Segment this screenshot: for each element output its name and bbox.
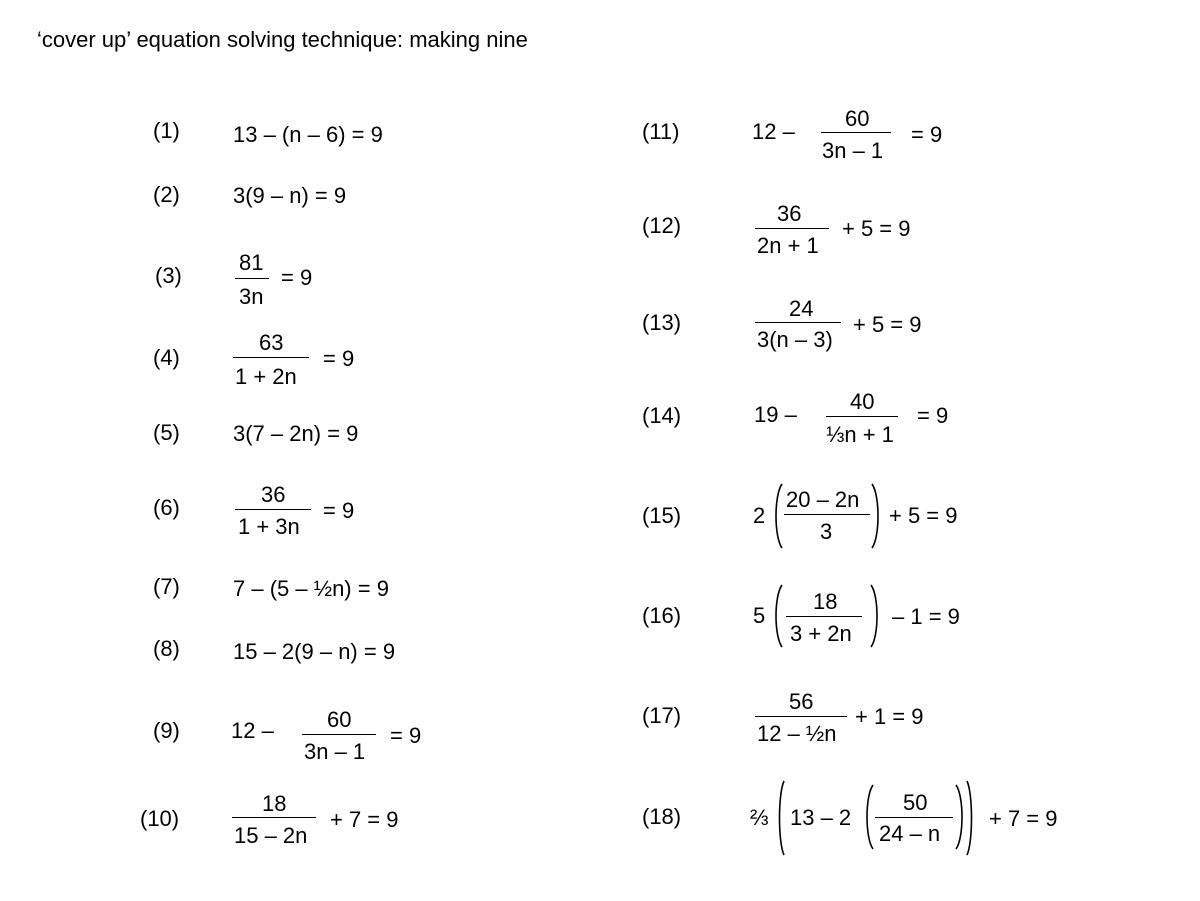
problem-14-denominator: ⅓n + 1 [826, 422, 894, 447]
problem-9-prefix: 12 – [231, 718, 274, 743]
problem-9-fraction-bar [302, 734, 376, 735]
problem-17-label: (17) [642, 703, 682, 728]
problem-6-fraction-bar [235, 509, 311, 510]
problem-10-rhs: + 7 = 9 [330, 807, 399, 832]
problem-3-rhs: = 9 [281, 265, 313, 290]
problem-9-label: (9) [153, 718, 180, 743]
problem-13-fraction-bar [755, 322, 841, 323]
problem-4-rhs: = 9 [323, 346, 355, 371]
problem-17-fraction-bar [755, 716, 847, 717]
problem-11-prefix: 12 – [752, 119, 795, 144]
problem-1-equation: 13 – (n – 6) = 9 [233, 122, 383, 147]
problem-11-denominator: 3n – 1 [822, 138, 884, 163]
problem-15-fraction-bar [784, 514, 870, 515]
problem-9-rhs: = 9 [390, 723, 422, 748]
problem-16-left-paren [768, 584, 788, 648]
problem-11-numerator: 60 [845, 106, 870, 131]
problem-3-fraction-bar [235, 278, 269, 279]
problem-8-equation: 15 – 2(9 – n) = 9 [233, 639, 396, 664]
problem-4-numerator: 63 [259, 330, 284, 355]
problem-18-numerator: 50 [903, 790, 928, 815]
problem-16-fraction-bar [786, 616, 862, 617]
problem-6-rhs: = 9 [323, 498, 355, 523]
problem-15-left-paren [768, 483, 788, 549]
problem-4-fraction-bar [233, 357, 309, 358]
problem-15-rhs: + 5 = 9 [889, 503, 958, 528]
problem-12-denominator: 2n + 1 [757, 233, 819, 258]
problem-17-numerator: 56 [789, 689, 814, 714]
problem-6-label: (6) [153, 495, 180, 520]
problem-4-denominator: 1 + 2n [235, 364, 297, 389]
problem-14-rhs: = 9 [917, 403, 949, 428]
problem-10-denominator: 15 – 2n [234, 823, 308, 848]
problem-13-rhs: + 5 = 9 [853, 312, 922, 337]
problem-14-prefix: 19 – [754, 402, 797, 427]
problem-17-denominator: 12 – ½n [757, 721, 837, 746]
problem-12-label: (12) [642, 213, 682, 238]
problem-12-rhs: + 5 = 9 [842, 216, 911, 241]
problem-3-denominator: 3n [239, 284, 264, 309]
problem-15-denominator: 3 [820, 519, 833, 544]
problem-14-fraction-bar [826, 416, 898, 417]
problem-18-inner-prefix: 13 – 2 [790, 805, 852, 830]
problem-18-fraction-bar [875, 817, 953, 818]
problem-14-label: (14) [642, 403, 682, 428]
problem-10-label: (10) [140, 806, 180, 831]
problem-18-left-bracket [774, 780, 788, 856]
problem-17-rhs: + 1 = 9 [855, 704, 924, 729]
problem-16-numerator: 18 [813, 589, 838, 614]
problem-1-label: (1) [153, 118, 180, 143]
problem-13-numerator: 24 [789, 296, 814, 321]
problem-18-right-bracket [963, 780, 977, 856]
page-title: ‘cover up’ equation solving technique: making nine [37, 27, 528, 52]
problem-15-right-paren [866, 483, 886, 549]
problem-11-rhs: = 9 [911, 122, 943, 147]
problem-5-equation: 3(7 – 2n) = 9 [233, 421, 359, 446]
problem-10-numerator: 18 [262, 791, 287, 816]
problem-13-label: (13) [642, 310, 682, 335]
problem-18-rhs: + 7 = 9 [989, 806, 1058, 831]
problem-8-label: (8) [153, 636, 180, 661]
problem-5-label: (5) [153, 420, 180, 445]
problem-15-coefficient: 2 [753, 503, 766, 528]
problem-11-label: (11) [642, 119, 680, 144]
problem-11-fraction-bar [821, 132, 891, 133]
problem-6-numerator: 36 [261, 482, 286, 507]
problem-16-denominator: 3 + 2n [790, 621, 852, 646]
problem-12-fraction-bar [755, 228, 829, 229]
problem-9-denominator: 3n – 1 [304, 739, 366, 764]
problem-6-denominator: 1 + 3n [238, 514, 300, 539]
problem-12-numerator: 36 [777, 201, 802, 226]
problem-7-equation: 7 – (5 – ½n) = 9 [233, 576, 389, 601]
problem-2-equation: 3(9 – n) = 9 [233, 183, 347, 208]
problem-16-right-paren [865, 584, 885, 648]
problem-14-numerator: 40 [850, 389, 875, 414]
problem-4-label: (4) [153, 345, 180, 370]
problem-3-numerator: 81 [239, 250, 264, 275]
problem-16-rhs: – 1 = 9 [892, 604, 960, 629]
problem-15-label: (15) [642, 503, 682, 528]
problem-2-label: (2) [153, 182, 180, 207]
problem-18-denominator: 24 – n [879, 821, 941, 846]
problem-15-numerator: 20 – 2n [786, 487, 860, 512]
problem-16-label: (16) [642, 603, 682, 628]
problem-13-denominator: 3(n – 3) [757, 327, 833, 352]
problem-16-coefficient: 5 [753, 603, 766, 628]
problem-18-label: (18) [642, 804, 682, 829]
problem-18-coefficient: ⅔ [750, 805, 769, 830]
problem-7-label: (7) [153, 574, 180, 599]
problem-9-numerator: 60 [327, 707, 352, 732]
problem-10-fraction-bar [232, 817, 316, 818]
problem-3-label: (3) [155, 263, 182, 288]
